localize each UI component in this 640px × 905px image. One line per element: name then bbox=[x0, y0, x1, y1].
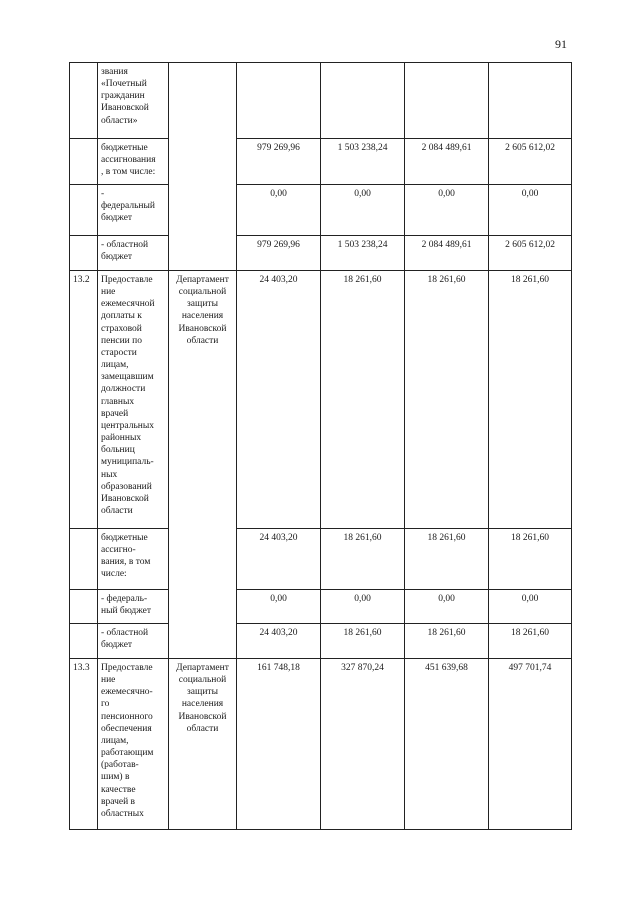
table-row bbox=[70, 139, 572, 185]
description-cell: - областной бюджет bbox=[98, 236, 169, 271]
table-row bbox=[70, 63, 572, 139]
value-cell: 18 261,60 bbox=[489, 529, 572, 590]
value-cell: 0,00 bbox=[405, 590, 489, 624]
value-cell: 0,00 bbox=[237, 185, 321, 236]
value-cell: 2 605 612,02 bbox=[489, 139, 572, 185]
budget-table bbox=[69, 62, 572, 830]
value-cell: 24 403,20 bbox=[237, 271, 321, 529]
value-cell: 18 261,60 bbox=[405, 624, 489, 659]
value-cell: 327 870,24 bbox=[321, 659, 405, 830]
value-cell: 18 261,60 bbox=[489, 624, 572, 659]
value-cell: 2 084 489,61 bbox=[405, 236, 489, 271]
description-cell: Предоставле ние ежемесячной доплаты к страховой пенсии по старости лицам, замещавшим должности главных врачей центральных районных больниц муниципаль- ных образований Ивановской области bbox=[98, 271, 169, 529]
table-row bbox=[70, 185, 572, 236]
row-number-cell bbox=[70, 185, 98, 236]
value-cell bbox=[405, 63, 489, 139]
value-cell: 1 503 238,24 bbox=[321, 236, 405, 271]
description-cell: - областной бюджет bbox=[98, 624, 169, 659]
value-cell: 18 261,60 bbox=[321, 529, 405, 590]
value-cell: 979 269,96 bbox=[237, 139, 321, 185]
table-row bbox=[70, 590, 572, 624]
description-cell: Предоставле ние ежемесячно- го пенсионного обеспечения лицам, работающим (работав- шим) в качестве врачей в областных bbox=[98, 659, 169, 830]
value-cell: 18 261,60 bbox=[489, 271, 572, 529]
value-cell: 0,00 bbox=[237, 590, 321, 624]
value-cell: 2 605 612,02 bbox=[489, 236, 572, 271]
description-cell: бюджетные ассигно- вания, в том числе: bbox=[98, 529, 169, 590]
row-number-cell: 13.2 bbox=[70, 271, 98, 529]
row-number-cell bbox=[70, 624, 98, 659]
value-cell: 18 261,60 bbox=[321, 271, 405, 529]
table-row bbox=[70, 659, 572, 830]
table-row bbox=[70, 236, 572, 271]
page-number: 91 bbox=[555, 37, 567, 51]
value-cell bbox=[321, 63, 405, 139]
value-cell: 18 261,60 bbox=[405, 529, 489, 590]
value-cell: 24 403,20 bbox=[237, 529, 321, 590]
table-row bbox=[70, 529, 572, 590]
table-row bbox=[70, 271, 572, 529]
description-cell: - федераль- ный бюджет bbox=[98, 590, 169, 624]
department-cell: Департамент социальной защиты населения Ивановской области bbox=[169, 271, 237, 659]
row-number-cell: 13.3 bbox=[70, 659, 98, 830]
value-cell: 161 748,18 bbox=[237, 659, 321, 830]
value-cell: 979 269,96 bbox=[237, 236, 321, 271]
row-number-cell bbox=[70, 590, 98, 624]
value-cell: 18 261,60 bbox=[321, 624, 405, 659]
description-cell: звания «Почетный гражданин Ивановской области» bbox=[98, 63, 169, 139]
row-number-cell bbox=[70, 529, 98, 590]
row-number-cell bbox=[70, 63, 98, 139]
value-cell: 0,00 bbox=[321, 185, 405, 236]
row-number-cell bbox=[70, 236, 98, 271]
value-cell: 1 503 238,24 bbox=[321, 139, 405, 185]
value-cell: 497 701,74 bbox=[489, 659, 572, 830]
department-cell bbox=[169, 63, 237, 271]
value-cell: 0,00 bbox=[321, 590, 405, 624]
table-row bbox=[70, 624, 572, 659]
value-cell: 2 084 489,61 bbox=[405, 139, 489, 185]
value-cell bbox=[237, 63, 321, 139]
value-cell: 0,00 bbox=[489, 590, 572, 624]
value-cell: 0,00 bbox=[405, 185, 489, 236]
description-cell: - федеральный бюджет bbox=[98, 185, 169, 236]
description-cell: бюджетные ассигнования , в том числе: bbox=[98, 139, 169, 185]
row-number-cell bbox=[70, 139, 98, 185]
value-cell bbox=[489, 63, 572, 139]
value-cell: 24 403,20 bbox=[237, 624, 321, 659]
department-cell: Департамент социальной защиты населения Ивановской области bbox=[169, 659, 237, 830]
value-cell: 18 261,60 bbox=[405, 271, 489, 529]
value-cell: 0,00 bbox=[489, 185, 572, 236]
value-cell: 451 639,68 bbox=[405, 659, 489, 830]
